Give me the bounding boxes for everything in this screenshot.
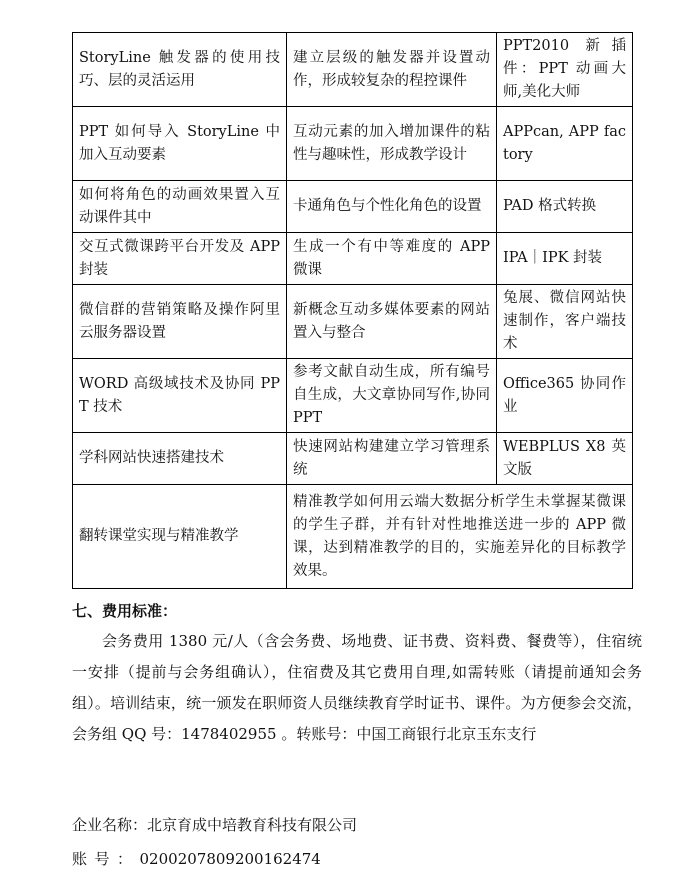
tools-cell: PAD 格式转换 (497, 181, 633, 233)
tools-cell: APPcan, APP factory (497, 107, 633, 181)
content-cell-merged: 精准教学如何用云端大数据分析学生未掌握某微课的学生子群，并有针对性地推送进一步的 APP 微课，达到精准教学的目的，实施差异化的目标教学效果。 (287, 485, 633, 589)
tools-cell: 兔展、微信网站快速制作，客户端技术 (497, 285, 633, 359)
account-label: 账号： (72, 850, 140, 868)
topic-cell: 交互式微课跨平台开发及 APP 封装 (73, 233, 287, 285)
fees-heading: 七、费用标准： (72, 602, 178, 620)
table-row (73, 181, 633, 233)
table-row (73, 233, 633, 285)
content-cell: 互动元素的加入增加课件的粘性与趣味性，形成教学设计 (287, 107, 497, 181)
table-row (73, 33, 633, 107)
fees-paragraph: 会务费用 1380 元/人（含会务费、场地费、证书费、资料费、餐费等），住宿统一安排（提前与会务组确认），住宿费及其它费用自理,如需转账（请提前通知会务组）。培训结束，统一颁发在职师资人员继续教育学时证书、课件。为方便参会交流，会务组 QQ 号：1478402955 。转账号：中国工商银行北京玉东支行 (72, 632, 642, 743)
topic-cell: PPT 如何导入 StoryLine 中加入互动要素 (73, 107, 287, 181)
content-cell: 快速网站构建建立学习管理系统 (287, 433, 497, 485)
table-row (73, 485, 633, 589)
table-row (73, 359, 633, 433)
company-label: 企业名称： (72, 816, 148, 834)
topic-cell: 微信群的营销策略及操作阿里云服务器设置 (73, 285, 287, 359)
tools-cell: WEBPLUS X8 英文版 (497, 433, 633, 485)
content-cell: 建立层级的触发器并设置动作，形成较复杂的程控课件 (287, 33, 497, 107)
topic-cell: WORD 高级域技术及协同 PPT 技术 (73, 359, 287, 433)
content-cell: 生成一个有中等难度的 APP 微课 (287, 233, 497, 285)
topic-cell: 如何将角色的动画效果置入互动课件其中 (73, 181, 287, 233)
company-line (72, 810, 642, 841)
course-table-body (73, 33, 633, 589)
content-cell: 新概念互动多媒体要素的网站置入与整合 (287, 285, 497, 359)
topic-cell: 学科网站快速搭建技术 (73, 433, 287, 485)
account-number: 0200207809200162474 (139, 850, 321, 868)
tools-cell: PPT2010 新插件：PPT 动画大师,美化大师 (497, 33, 633, 107)
table-row (73, 107, 633, 181)
table-row (73, 433, 633, 485)
course-table (72, 32, 633, 589)
topic-cell: StoryLine 触发器的使用技巧、层的灵活运用 (73, 33, 287, 107)
content-cell: 参考文献自动生成，所有编号自生成，大文章协同写作,协同 PPT (287, 359, 497, 433)
account-line (72, 844, 642, 875)
tools-cell: Office365 协同作业 (497, 359, 633, 433)
topic-cell: 翻转课堂实现与精准教学 (73, 485, 287, 589)
table-row (73, 285, 633, 359)
company-name: 北京育成中培教育科技有限公司 (147, 816, 358, 834)
content-cell: 卡通角色与个性化角色的设置 (287, 181, 497, 233)
tools-cell: IPA｜IPK 封装 (497, 233, 633, 285)
